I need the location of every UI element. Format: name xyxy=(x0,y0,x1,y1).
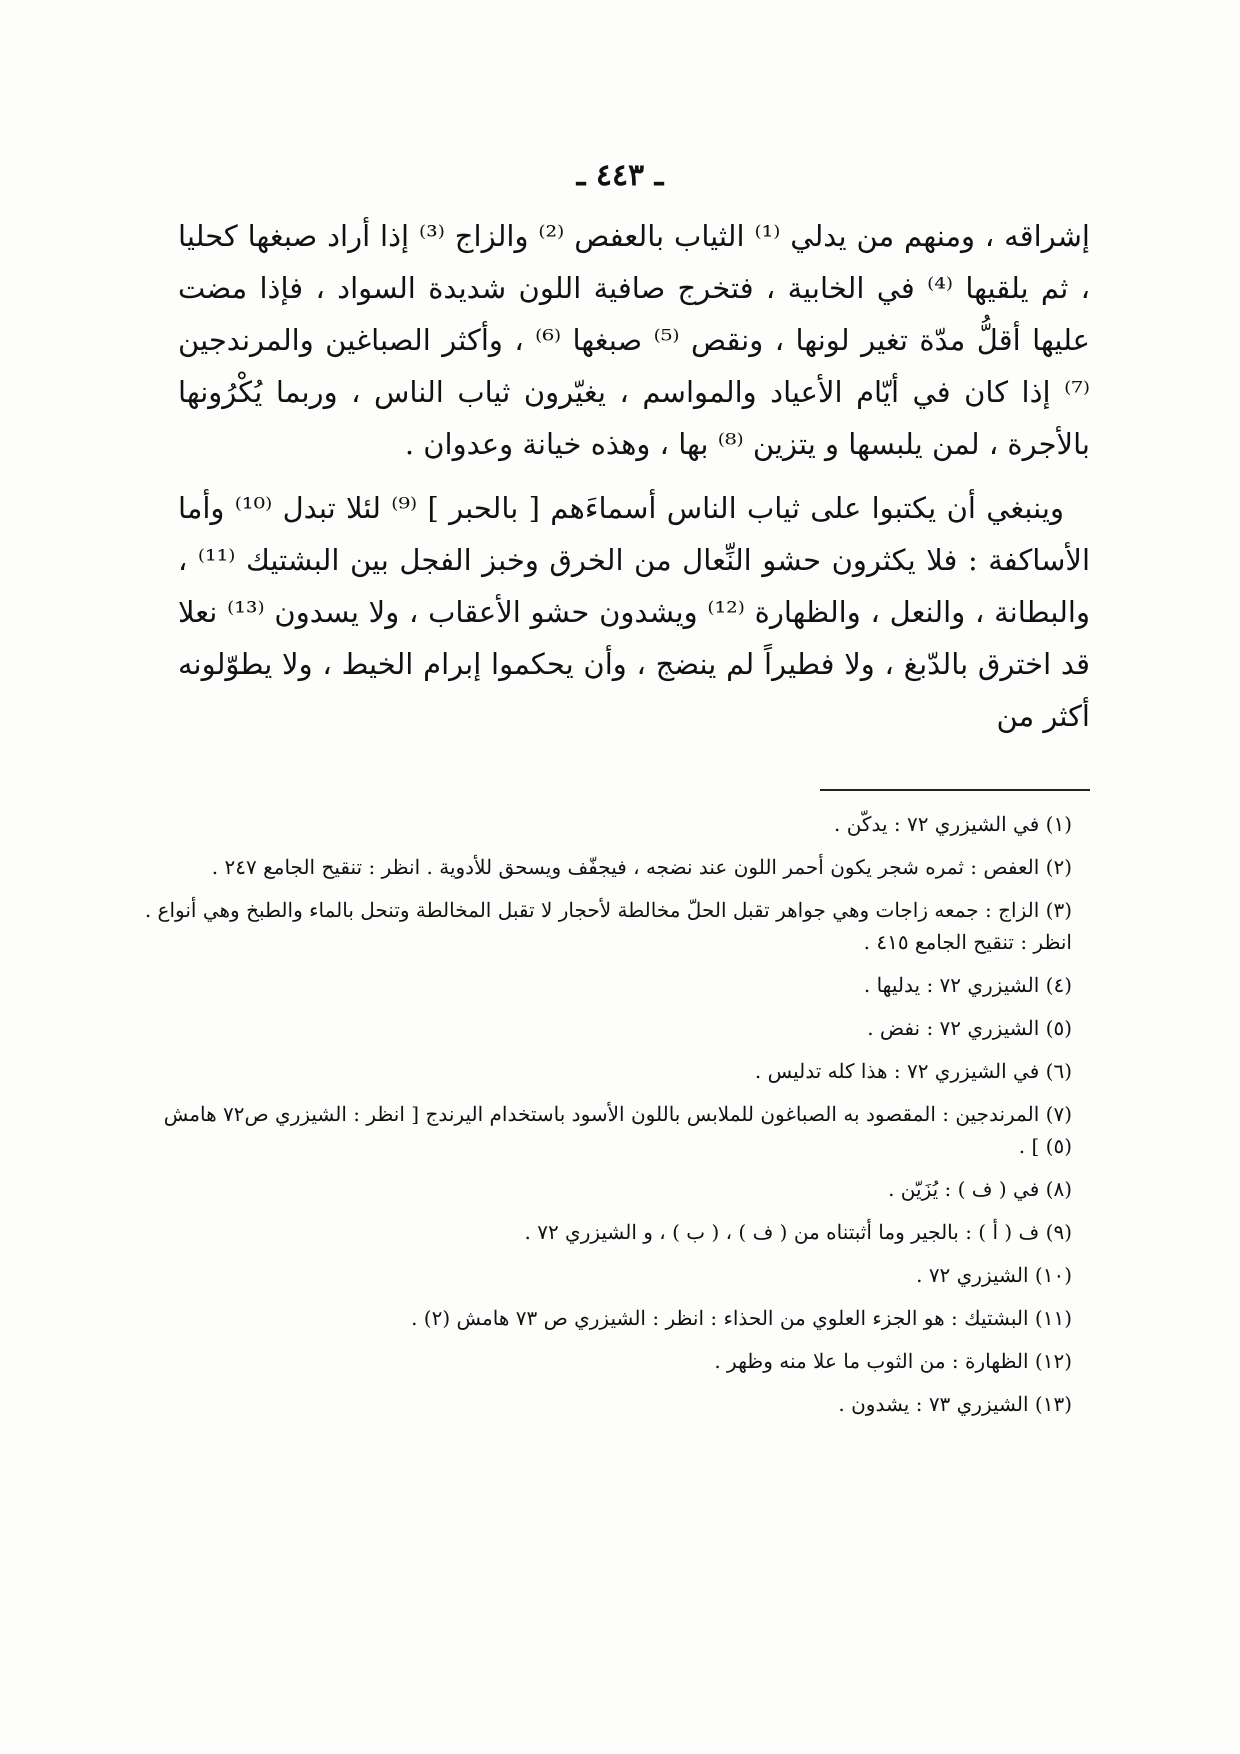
footnote: (١٠) الشيزري ٧٢ . xyxy=(916,1263,1072,1287)
footnote: (١) في الشيزري ٧٢ : يدكّن . xyxy=(833,812,1072,836)
paragraph: إشراقه ، ومنهم من يدلي ⁽¹⁾ الثياب بالعفص ⁽²⁾ والزاج ⁽³⁾ إذا أراد صبغها كحليا ، ثم يلقيها ⁽⁴⁾ في الخابية ، فتخرج صافية اللون شديدة السواد ، فإذا مضت عليها أقلُّ مدّة تغير لونها ، ونقص ⁽⁵⁾ صبغها ⁽⁶⁾ ، وأكثر الصباغين والمرندجين ⁽⁷⁾ إذا كان في أيّام الأعياد والمواسم ، يغيّرون ثياب الناس ، وربما يُكْرُونها بالأجرة ، لمن يلبسها و يتزين ⁽⁸⁾ بها ، وهذه خيانة وعدوان . xyxy=(178,219,1090,461)
footnote: (٦) في الشيزري ٧٢ : هذا كله تدليس . xyxy=(754,1059,1072,1083)
footnote: (٥) الشيزري ٧٢ : نفض . xyxy=(867,1016,1072,1040)
footnote: (٨) في ( ف ) : يُزَيّن . xyxy=(888,1177,1072,1201)
footnote: (٣) الزاج : جمعه زاجات وهي جواهر تقبل الحلّ مخالطة لأحجار لا تقبل المخالطة وتنحل بالماء والطبخ وهي أنواع . انظر : تنقيح الجامع ٤١٥ . xyxy=(144,898,1072,954)
footnote: (٧) المرندجين : المقصود به الصباغون للملابس باللون الأسود باستخدام اليرندج [ انظر : الشيزري ص٧٢ هامش (٥) ] . xyxy=(163,1102,1072,1158)
main-text xyxy=(178,210,1090,742)
footnote: (١٢) الظهارة : من الثوب ما علا منه وظهر . xyxy=(714,1349,1072,1373)
footnote: (٩) ف ( أ ) : بالجير وما أثبتناه من ( ف ) ، ( ب ) ، و الشيزري ٧٢ . xyxy=(524,1220,1072,1244)
page-number: ـ ٤٤٣ ـ xyxy=(576,158,664,193)
footnotes-list xyxy=(140,808,1072,1431)
footnote: (٤) الشيزري ٧٢ : يدليها . xyxy=(863,973,1072,997)
footnote-divider xyxy=(820,789,1090,791)
footnote: (١١) البشتيك : هو الجزء العلوي من الحذاء : انظر : الشيزري ص ٧٣ هامش (٢) . xyxy=(411,1306,1072,1330)
paragraph: وينبغي أن يكتبوا على ثياب الناس أسماءَهم [ بالحبر ] ⁽⁹⁾ لئلا تبدل ⁽¹⁰⁾ وأما الأساكفة : فلا يكثرون حشو النِّعال من الخرق وخبز الفجل بين البشتيك ⁽¹¹⁾ ، والبطانة ، والنعل ، والظهارة ⁽¹²⁾ ويشدون حشو الأعقاب ، ولا يسدون ⁽¹³⁾ نعلا قد اخترق بالدّبغ ، ولا فطيراً لم ينضج ، وأن يحكموا إبرام الخيط ، ولا يطوّلونه أكثر من xyxy=(178,491,1091,733)
footnote: (١٣) الشيزري ٧٣ : يشدون . xyxy=(838,1392,1072,1416)
footnote: (٢) العفص : ثمره شجر يكون أحمر اللون عند نضجه ، فيجفّف ويسحق للأدوية . انظر : تنقيح الجامع ٢٤٧ . xyxy=(211,855,1072,879)
